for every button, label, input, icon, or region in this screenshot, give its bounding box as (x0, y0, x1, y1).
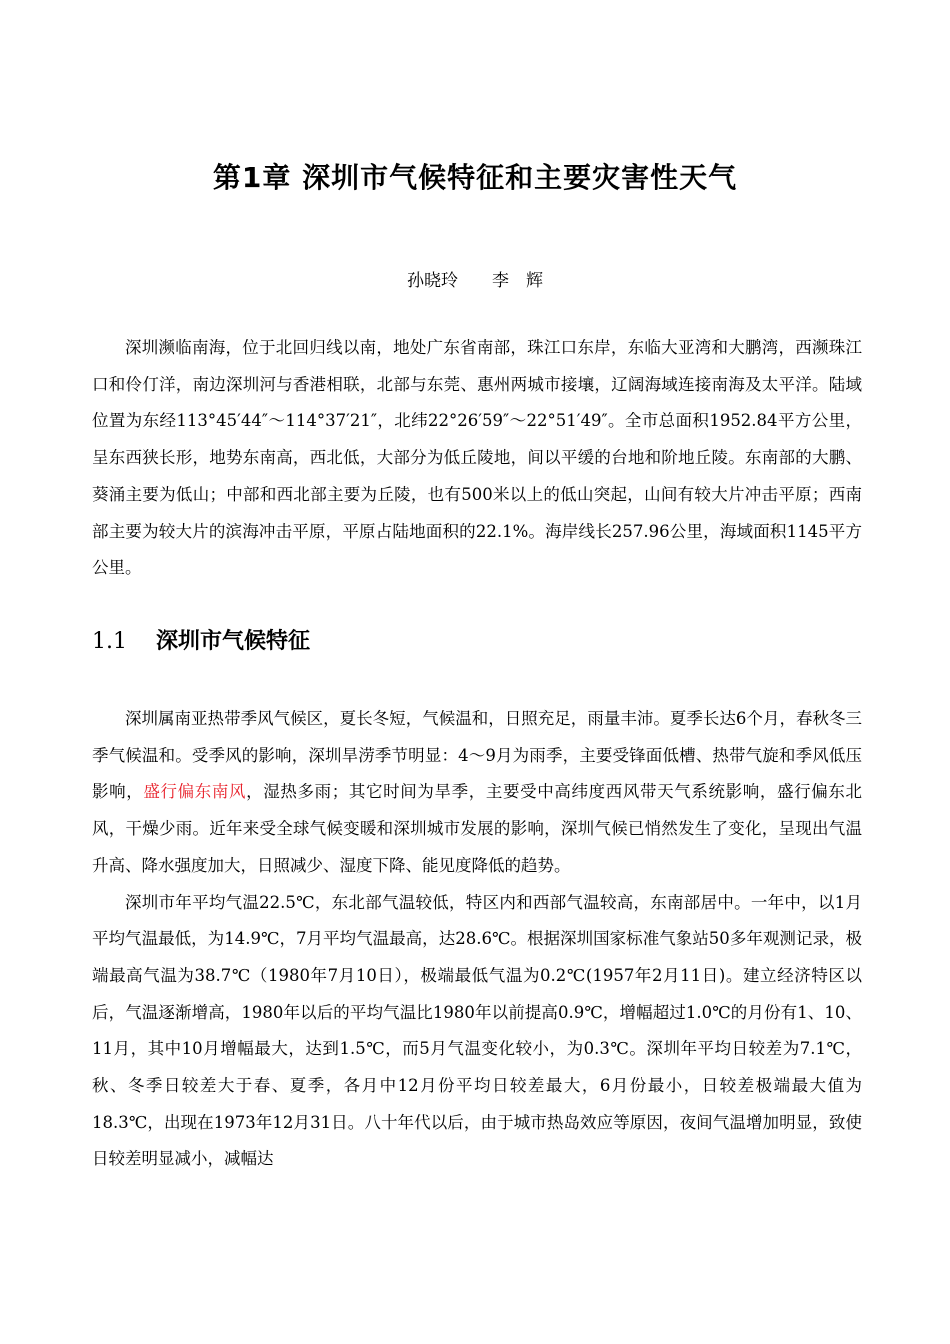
author-name: 孙晓玲 (407, 271, 458, 291)
author-name: 李 辉 (492, 271, 543, 291)
section-number: 1.1 (92, 629, 127, 654)
highlighted-text: 盛行偏东南风 (143, 782, 247, 802)
chapter-title: 第1章 深圳市气候特征和主要灾害性天气 (212, 161, 738, 194)
intro-paragraph: 深圳濒临南海，位于北回归线以南，地处广东省南部，珠江口东岸，东临大亚湾和大鹏湾，西濒珠江口和伶仃洋，南边深圳河与香港相联，北部与东莞、惠州两城市接壤，辽阔海域连接南海及太平洋。陆域位置为东经113°45′44″～114°37′21″，北纬22°26′59″～22°51′49″。全市总面积1952.84平方公里，呈东西狭长形，地势东南高，西北低，大部分为低丘陵地，间以平缓的台地和阶地丘陵。东南部的大鹏、葵涌主要为低山；中部和西北部主要为丘陵，也有500米以上的低山突起，山间有较大片冲击平原；西南部主要为较大片的滨海冲击平原，平原占陆地面积的22.1%。海岸线长257.96公里，海域面积1145平方公里。 (92, 338, 862, 578)
temperature-paragraph: 深圳市年平均气温22.5℃，东北部气温较低，特区内和西部气温较高，东南部居中。一年中，以1月平均气温最低，为14.9℃，7月平均气温最高，达28.6℃。根据深圳国家标准气象站50多年观测记录，极端最高气温为38.7℃（1980年7月10日），极端最低气温为0.2℃(1957年2月11日)。建立经济特区以后，气温逐渐增高，1980年以后的平均气温比1980年以前提高0.9℃，增幅超过1.0℃的月份有1、10、11月，其中10月增幅最大，达到1.5℃，而5月气温变化较小，为0.3℃。深圳年平均日较差为7.1℃，秋、冬季日较差大于春、夏季，各月中12月份平均日较差最大，6月份最小，日较差极端最大值为18.3℃，出现在1973年12月31日。八十年代以后，由于城市热岛效应等原因，夜间气温增加明显，致使日较差明显减小，减幅达 (92, 892, 862, 1169)
intro-section (92, 330, 862, 587)
paragraph-text: ，湿热多雨；其它时间为旱季，主要受中高纬度西风带天气系统影响，盛行偏东北风，干燥少雨。近年来受全球气候变暖和深圳城市发展的影响，深圳气候已悄然发生了变化，呈现出气温升高、降水强度加大，日照减少、湿度下降、能见度降低的趋势。 (92, 782, 862, 875)
paragraph-text: 深圳属南亚热带季风气候区，夏长冬短，气候温和，日照充足，雨量丰沛。夏季长达6个月，春秋冬三季气候温和。受季风的影响，深圳旱涝季节明显：4～9月为雨季，主要受锋面低槽、热带气旋和季风低压影响， (92, 709, 862, 802)
section-heading (92, 622, 310, 662)
section-title: 深圳市气候特征 (156, 629, 311, 654)
climate-paragraph (92, 701, 862, 885)
author-line (0, 268, 950, 294)
climate-section (92, 701, 862, 1178)
